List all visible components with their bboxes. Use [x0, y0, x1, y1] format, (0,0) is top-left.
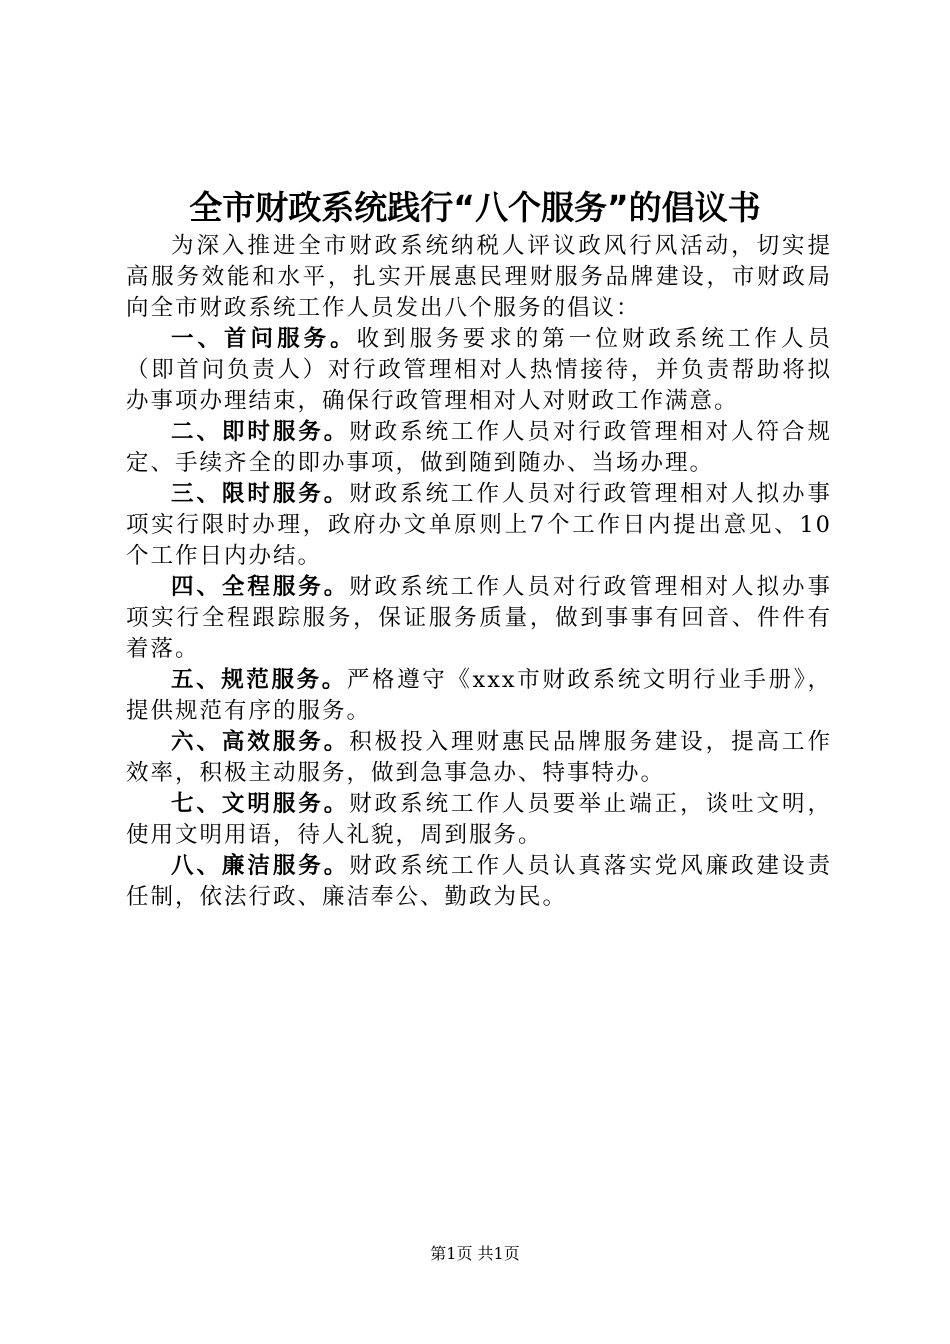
item-heading: 五、规范服务。: [171, 667, 347, 693]
item-text: 严格遵守《xxx市财政系统文明行业手册》，提供规范有序的服务。: [126, 667, 832, 724]
item-paragraph: [126, 479, 832, 572]
item-paragraph: [126, 572, 832, 665]
document-title: 全市财政系统践行“八个服务”的倡议书: [189, 188, 761, 227]
document-body: [126, 231, 832, 913]
item-text: 财政系统工作人员要举止端正，谈吐文明，使用文明用语，待人礼貌，周到服务。: [126, 791, 832, 848]
item-paragraph: [126, 665, 832, 727]
item-heading: 七、文明服务。: [171, 791, 350, 817]
item-text: 收到服务要求的第一位财政系统工作人员（即首问负责人）对行政管理相对人热情接待，并负责帮助将拟办事项办理结束，确保行政管理相对人对财政工作满意。: [126, 326, 832, 414]
item-heading: 一、首问服务。: [171, 326, 357, 352]
item-heading: 六、高效服务。: [171, 729, 350, 755]
item-paragraph: [126, 851, 832, 913]
item-paragraph: [126, 727, 832, 789]
item-heading: 三、限时服务。: [171, 481, 350, 507]
item-text: 财政系统工作人员对行政管理相对人拟办事项实行限时办理，政府办文单原则上7个工作日内提出意见、10个工作日内办结。: [126, 481, 832, 569]
item-paragraph: [126, 789, 832, 851]
item-heading: 二、即时服务。: [171, 419, 350, 445]
page-number: 第1页 共1页: [430, 1244, 520, 1263]
item-heading: 四、全程服务。: [171, 574, 350, 600]
item-heading: 八、廉洁服务。: [171, 853, 350, 879]
item-paragraph: [126, 417, 832, 479]
item-text: 积极投入理财惠民品牌服务建设，提高工作效率，积极主动服务，做到急事急办、特事特办。: [126, 729, 832, 786]
item-text: 财政系统工作人员对行政管理相对人拟办事项实行全程跟踪服务，保证服务质量，做到事事有回音、件件有着落。: [126, 574, 832, 662]
item-text: 财政系统工作人员对行政管理相对人符合规定、手续齐全的即办事项，做到随到随办、当场办理。: [126, 419, 832, 476]
item-paragraph: [126, 324, 832, 417]
item-text: 财政系统工作人员认真落实党风廉政建设责任制，依法行政、廉洁奉公、勤政为民。: [126, 853, 832, 910]
intro-paragraph: 为深入推进全市财政系统纳税人评议政风行风活动，切实提高服务效能和水平，扎实开展惠民理财服务品牌建设，市财政局向全市财政系统工作人员发出八个服务的倡议：: [126, 233, 832, 321]
